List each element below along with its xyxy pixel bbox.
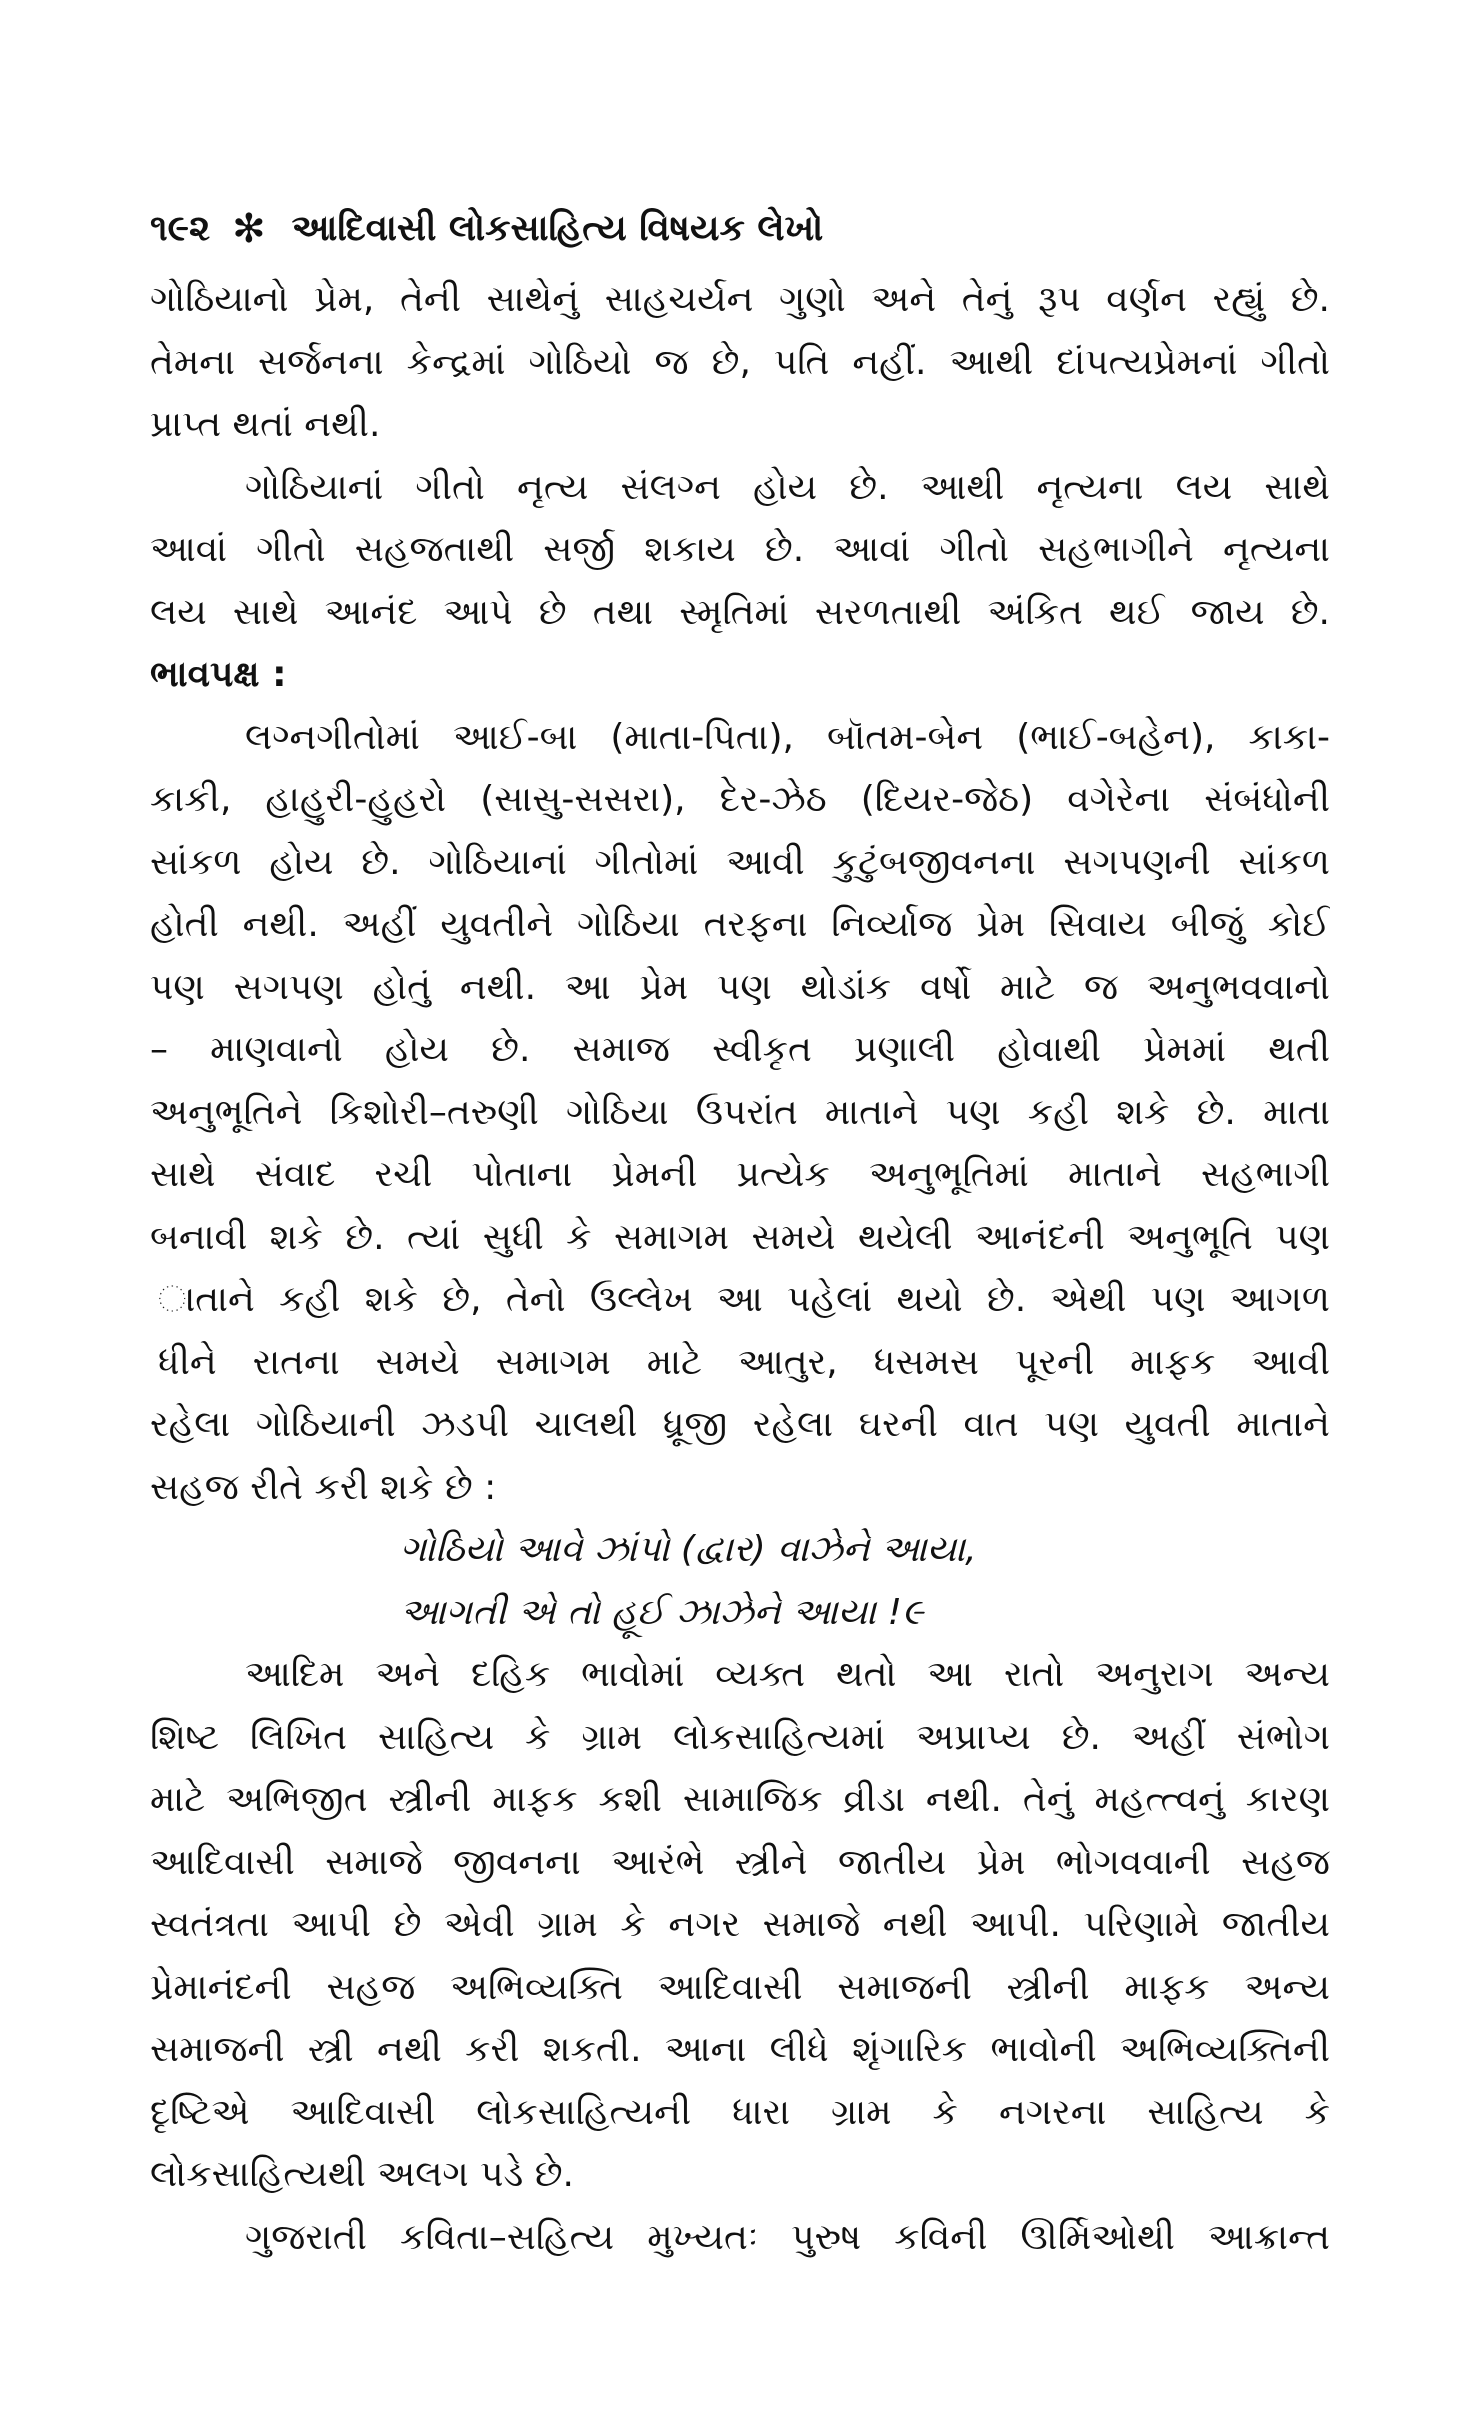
text-line: કાકી, હાહુરી-હુહરો (સાસુ-સસરા), દેર-ઝેઠ (દિયર-જેઠ) વગેરેના સંબંધોની [150,779,1330,820]
text-line: પ્રાપ્ત થતાં નથી. [150,404,381,445]
page-number: ૧૯૨ [150,208,211,249]
text-line: આદિવાસી સમાજે જીવનના આરંભે સ્ત્રીને જાતીય પ્રેમ ભોગવવાની સહજ [150,1841,1330,1883]
text-line: બનાવી શકે છે. ત્યાં સુધી કે સમાગમ સમયે થયેલી આનંદની અનુભૂતિ પણ [150,1216,1330,1258]
book-page [150,195,1330,2269]
verse-quote [150,1519,1330,1644]
text-line: ગોઠિયાનો પ્રેમ, તેની સાથેનું સાહચર્યન ગુણો અને તેનું રૂપ વર્ણન રહ્યું છે. [150,279,1330,320]
verse-line: ગોઠિયો આવે ઝાંપો (દ્વાર) વાઝેને આયા, [400,1529,977,1570]
text-line: રહેલા ગોઠિયાની ઝડપી ચાલથી ધ્રૂજી રહેલા ઘરની વાત પણ યુવતી માતાને [150,1404,1330,1445]
text-line: દૃષ્ટિએ આદિવાસી લોકસાહિત્યની ધારા ગ્રામ કે નગરના સાહિત્ય કે [150,2091,1330,2133]
text-line: લોકસાહિત્યથી અલગ પડે છે. [150,2154,574,2195]
text-line: હોતી નથી. અહીં યુવતીને ગોઠિયા તરફના નિર્વ્યાજ પ્રેમ સિવાય બીજું કોઈ [150,904,1330,945]
verse-line: આગતી એ તો હૂઈ ઝાઝેને આયા !૯ [400,1591,924,1633]
text-line: – માણવાનો હોય છે. સમાજ સ્વીકૃત પ્રણાલી હોવાથી પ્રેમમાં થતી [150,1029,1330,1070]
text-line: સાથે સંવાદ રચી પોતાના પ્રેમની પ્રત્યેક અનુભૂતિમાં માતાને સહભાગી [150,1154,1330,1195]
text-line: ધીને રાતના સમયે સમાગમ માટે આતુર, ધસમસ પૂરની માફક આવી [158,1341,1330,1383]
paragraph-start-line: ગોઠિયાનાં ગીતો નૃત્ય સંલગ્ન હોય છે. આથી નૃત્યના લય સાથે [245,466,1330,508]
text-line: માટે અભિજીત સ્ત્રીની માફક કશી સામાજિક વ્રીડા નથી. તેનું મહત્ત્વનું કારણ [150,1779,1330,1820]
text-line: સાંકળ હોય છે. ગોઠિયાનાં ગીતોમાં આવી કુટુંબજીવનના સગપણની સાંકળ [150,841,1330,883]
text-line: સમાજની સ્ત્રી નથી કરી શકતી. આના લીધે શૃંગારિક ભાવોની અભિવ્યક્તિની [150,2029,1330,2070]
text-line: સહજ રીતે કરી શકે છે : [150,1466,497,1508]
text-line: સ્વતંત્રતા આપી છે એવી ગ્રામ કે નગર સમાજે નથી આપી. પરિણામે જાતીય [150,1904,1330,1945]
paragraph-start-line: લગ્નગીતોમાં આઈ-બા (માતા-પિતા), બૉતમ-બેન (ભાઈ-બહેન), કાકા- [245,716,1330,758]
text-line: પણ સગપણ હોતું નથી. આ પ્રેમ પણ થોડાંક વર્ષો માટે જ અનુભવવાનો [150,966,1330,1008]
running-header [150,195,1330,263]
text-line: પ્રેમાનંદની સહજ અભિવ્યક્તિ આદિવાસી સમાજની સ્ત્રીની માફક અન્ય [150,1966,1330,2008]
text-line: આવાં ગીતો સહજતાથી સર્જી શકાય છે. આવાં ગીતો સહભાગીને નૃત્યના [150,529,1330,570]
text-line: અનુભૂતિને કિશોરી–તરુણી ગોઠિયા ઉપરાંત માતાને પણ કહી શકે છે. માતા [150,1091,1330,1133]
body-text-continued [150,1644,1330,2269]
paragraph-start-line: આદિમ અને દહિક ભાવોમાં વ્યક્ત થતો આ રાતો અનુરાગ અન્ય [245,1654,1330,1695]
text-line: તેમના સર્જનના કેન્દ્રમાં ગોઠિયો જ છે, પતિ નહીં. આથી દાંપત્યપ્રેમનાં ગીતો [150,341,1330,383]
body-text [150,269,1330,1519]
text-line: ાતાને કહી શકે છે, તેનો ઉલ્લેખ આ પહેલાં થયો છે. એથી પણ આગળ [158,1279,1330,1320]
book-title: આદિવાસી લોકસાહિત્ય વિષયક લેખો [291,208,824,249]
asterisk-ornament-icon: ✻ [232,206,266,252]
text-line: લય સાથે આનંદ આપે છે તથા સ્મૃતિમાં સરળતાથી અંકિત થઈ જાય છે. [150,591,1330,633]
paragraph-start-line: ગુજરાતી કવિતા–સહિત્ય મુખ્યતઃ પુરુષ કવિની ઊર્મિઓથી આક્રાન્ત [245,2216,1330,2258]
text-line: શિષ્ટ લિખિત સાહિત્ય કે ગ્રામ લોકસાહિત્યમાં અપ્રાપ્ય છે. અહીં સંભોગ [150,1716,1330,1758]
section-heading: ભાવપક્ષ : [150,654,287,695]
